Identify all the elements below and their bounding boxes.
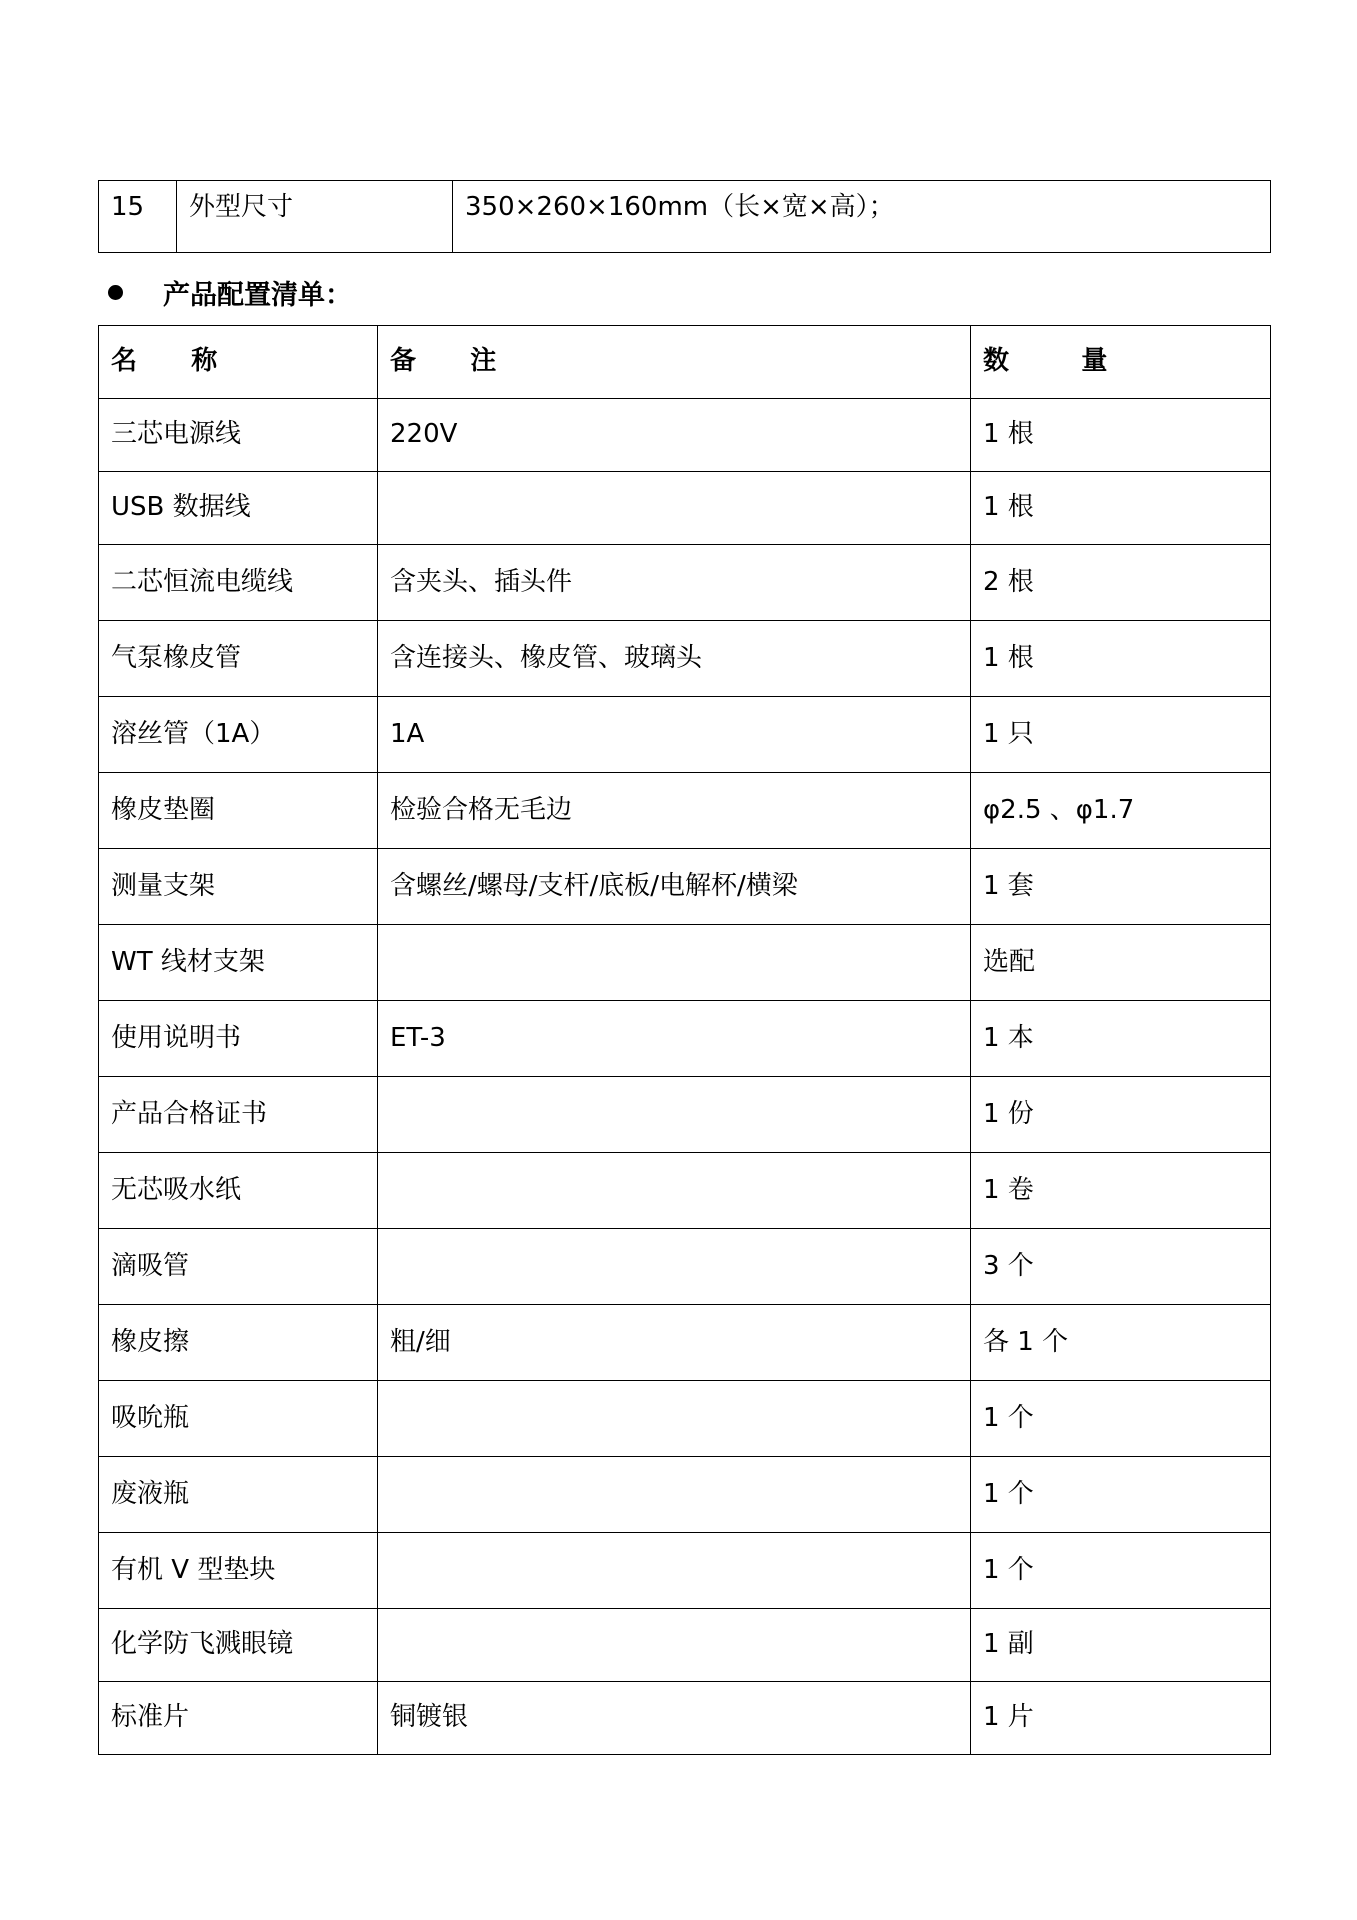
- cell-name: 化学防飞溅眼镜: [99, 1609, 378, 1682]
- cell-note: 检验合格无毛边: [378, 773, 971, 849]
- table-row: [99, 1077, 1271, 1153]
- cell-name: 使用说明书: [99, 1001, 378, 1077]
- cell-note: [378, 1533, 971, 1609]
- column-header-name: 名 称: [99, 326, 378, 399]
- cell-quantity: 1 个: [971, 1533, 1271, 1609]
- cell-name: WT 线材支架: [99, 925, 378, 1001]
- cell-name: 标准片: [99, 1682, 378, 1755]
- cell-quantity: φ2.5 、φ1.7: [971, 773, 1271, 849]
- bullet-icon: [108, 285, 123, 300]
- cell-quantity: 各 1 个: [971, 1305, 1271, 1381]
- cell-note: 含螺丝/螺母/支杆/底板/电解杯/横梁: [378, 849, 971, 925]
- spec-row-value: 350×260×160mm（长×宽×高）；: [453, 181, 1271, 253]
- cell-quantity: 1 个: [971, 1457, 1271, 1533]
- cell-quantity: 1 根: [971, 399, 1271, 472]
- cell-note: 含夹头、插头件: [378, 545, 971, 621]
- cell-name: 测量支架: [99, 849, 378, 925]
- cell-quantity: 1 本: [971, 1001, 1271, 1077]
- cell-name: 三芯电源线: [99, 399, 378, 472]
- cell-name: 有机 V 型垫块: [99, 1533, 378, 1609]
- cell-name: 气泵橡皮管: [99, 621, 378, 697]
- cell-name: 橡皮垫圈: [99, 773, 378, 849]
- section-heading: [108, 272, 352, 312]
- table-row: [99, 1609, 1271, 1682]
- table-row: [99, 621, 1271, 697]
- cell-quantity: 选配: [971, 925, 1271, 1001]
- table-row: [99, 1381, 1271, 1457]
- cell-note: [378, 1381, 971, 1457]
- cell-note: 含连接头、橡皮管、玻璃头: [378, 621, 971, 697]
- cell-note: [378, 1609, 971, 1682]
- cell-note: [378, 1229, 971, 1305]
- cell-name: 无芯吸水纸: [99, 1153, 378, 1229]
- table-row: [99, 1153, 1271, 1229]
- cell-quantity: 1 副: [971, 1609, 1271, 1682]
- cell-note: [378, 1077, 971, 1153]
- cell-quantity: 3 个: [971, 1229, 1271, 1305]
- cell-quantity: 1 卷: [971, 1153, 1271, 1229]
- cell-quantity: 2 根: [971, 545, 1271, 621]
- cell-quantity: 1 根: [971, 472, 1271, 545]
- cell-note: ET-3: [378, 1001, 971, 1077]
- table-row: [99, 1533, 1271, 1609]
- table-row: [99, 1229, 1271, 1305]
- cell-name: 溶丝管（1A）: [99, 697, 378, 773]
- table-row: [99, 1682, 1271, 1755]
- cell-name: 吸吮瓶: [99, 1381, 378, 1457]
- table-row: [99, 1305, 1271, 1381]
- cell-note: [378, 1153, 971, 1229]
- table-row: [99, 849, 1271, 925]
- table-row: [99, 472, 1271, 545]
- table-row: [99, 1457, 1271, 1533]
- table-row: [99, 1001, 1271, 1077]
- cell-quantity: 1 只: [971, 697, 1271, 773]
- cell-note: 粗/细: [378, 1305, 971, 1381]
- table-row: [99, 545, 1271, 621]
- section-title: 产品配置清单：: [163, 279, 352, 311]
- spec-table: [98, 180, 1271, 253]
- column-header-quantity: 数 量: [971, 326, 1271, 399]
- spec-row-number: 15: [99, 181, 177, 253]
- table-row: [99, 697, 1271, 773]
- cell-quantity: 1 个: [971, 1381, 1271, 1457]
- config-table: [98, 325, 1271, 1755]
- config-table-body: [99, 399, 1271, 1755]
- cell-quantity: 1 份: [971, 1077, 1271, 1153]
- table-row: [99, 925, 1271, 1001]
- cell-name: 废液瓶: [99, 1457, 378, 1533]
- cell-note: 220V: [378, 399, 971, 472]
- cell-quantity: 1 套: [971, 849, 1271, 925]
- spec-row: [99, 181, 1271, 253]
- table-row: [99, 773, 1271, 849]
- spec-row-name: 外型尺寸: [177, 181, 453, 253]
- cell-note: [378, 472, 971, 545]
- cell-name: 滴吸管: [99, 1229, 378, 1305]
- table-row: [99, 399, 1271, 472]
- column-header-note: 备 注: [378, 326, 971, 399]
- cell-quantity: 1 片: [971, 1682, 1271, 1755]
- cell-note: 1A: [378, 697, 971, 773]
- cell-name: USB 数据线: [99, 472, 378, 545]
- cell-quantity: 1 根: [971, 621, 1271, 697]
- cell-note: [378, 1457, 971, 1533]
- cell-name: 橡皮擦: [99, 1305, 378, 1381]
- config-table-header-row: [99, 326, 1271, 399]
- cell-note: [378, 925, 971, 1001]
- cell-name: 二芯恒流电缆线: [99, 545, 378, 621]
- cell-note: 铜镀银: [378, 1682, 971, 1755]
- cell-name: 产品合格证书: [99, 1077, 378, 1153]
